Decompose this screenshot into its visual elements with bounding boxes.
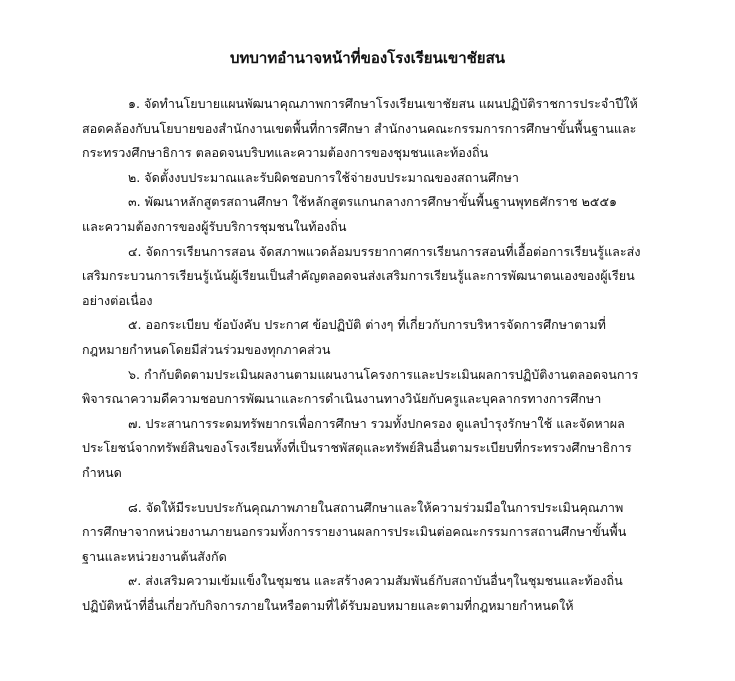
paragraph-8: ๘. จัดให้มีระบบประกันคุณภาพภายในสถานศึกษาและให้ความร่วมมือในการประเมินคุณภาพการศึกษาจากหน่วยงานภายนอกรวมทั้งการรายงานผลการประเมินต่อคณะกรรมการสถานศึกษาขั้นพื้นฐานและหน่วยงานต้นสังกัด: [82, 499, 627, 564]
paragraph-4: ๔. จัดการเรียนการสอน จัดสภาพแวดล้อมบรรยากาศการเรียนการสอนที่เอื้อต่อการเรียนรู้และส่งเสริมกระบวนการเรียนรู้เน้นผู้เรียนเป็นสำคัญตลอดจนส่งเสริมการเรียนรู้และการพัฒนาตนเองของผู้เรียนอย่างต่อเนื่อง: [82, 243, 641, 308]
paragraph-1: ๑. จัดทำนโยบายแผนพัฒนาคุณภาพการศึกษาโรงเรียนเขาชัยสน แผนปฏิบัติราชการประจำปีให้สอดคล้องกับนโยบายของสำนักงานเขตพื้นที่การศึกษา สำนักงานคณะกรรมการการศึกษาขั้นพื้นฐานและกระทรวงศึกษาธิการ ตลอดจนบริบทและความต้องการของชุมชนและท้องถิ่น: [82, 96, 638, 161]
paragraph-2: ๒. จัดตั้งงบประมาณและรับผิดชอบการใช้จ่ายงบประมาณของสถานศึกษา: [128, 169, 519, 185]
paragraph-7: ๗. ประสานการระดมทรัพยากรเพื่อการศึกษา รวมทั้งปกครอง ดูแลบำรุงรักษาใช้ และจัดหาผลประโยชน์จากทรัพย์สินของโรงเรียนทั้งที่เป็นราชพัสดุและทรัพย์สินอื่นตามระเบียบที่กระทรวงศึกษาธิการกำหนด: [82, 415, 632, 480]
paragraph-3: ๓. พัฒนาหลักสูตรสถานศึกษา ใช้หลักสูตรแกนกลางการศึกษาขั้นพื้นฐานพุทธศักราช ๒๕๕๑ และความต้องการของผู้รับบริการชุมชนในท้องถิ่น: [82, 194, 617, 234]
paragraph-5: ๕. ออกระเบียบ ข้อบังคับ ประกาศ ข้อปฏิบัติ ต่างๆ ที่เกี่ยวกับการบริหารจัดการศึกษาตามที่กฎหมายกำหนดโดยมีส่วนร่วมของทุกภาคส่วน: [82, 317, 606, 357]
document-title: บทบาทอำนาจหน้าที่ของโรงเรียนเขาชัยสน: [229, 49, 506, 67]
paragraph-9: ๙. ส่งเสริมความเข้มแข็งในชุมชน และสร้างความสัมพันธ์กับสถาบันอื่นๆในชุมชนและท้องถิ่นปฏิบัติหน้าที่อื่นเกี่ยวกับกิจการภายในหรือตามที่ได้รับมอบหมายและตามที่กฎหมายกำหนดให้: [82, 573, 623, 613]
paragraph-6: ๖. กำกับติดตามประเมินผลงานตามแผนงานโครงการและประเมินผลการปฏิบัติงานตลอดจนการพิจารณาความดีความชอบการพัฒนาและการดำเนินงานทางวินัยกับครูและบุคลากรทางการศึกษา: [82, 366, 639, 407]
document-body: [82, 92, 642, 618]
